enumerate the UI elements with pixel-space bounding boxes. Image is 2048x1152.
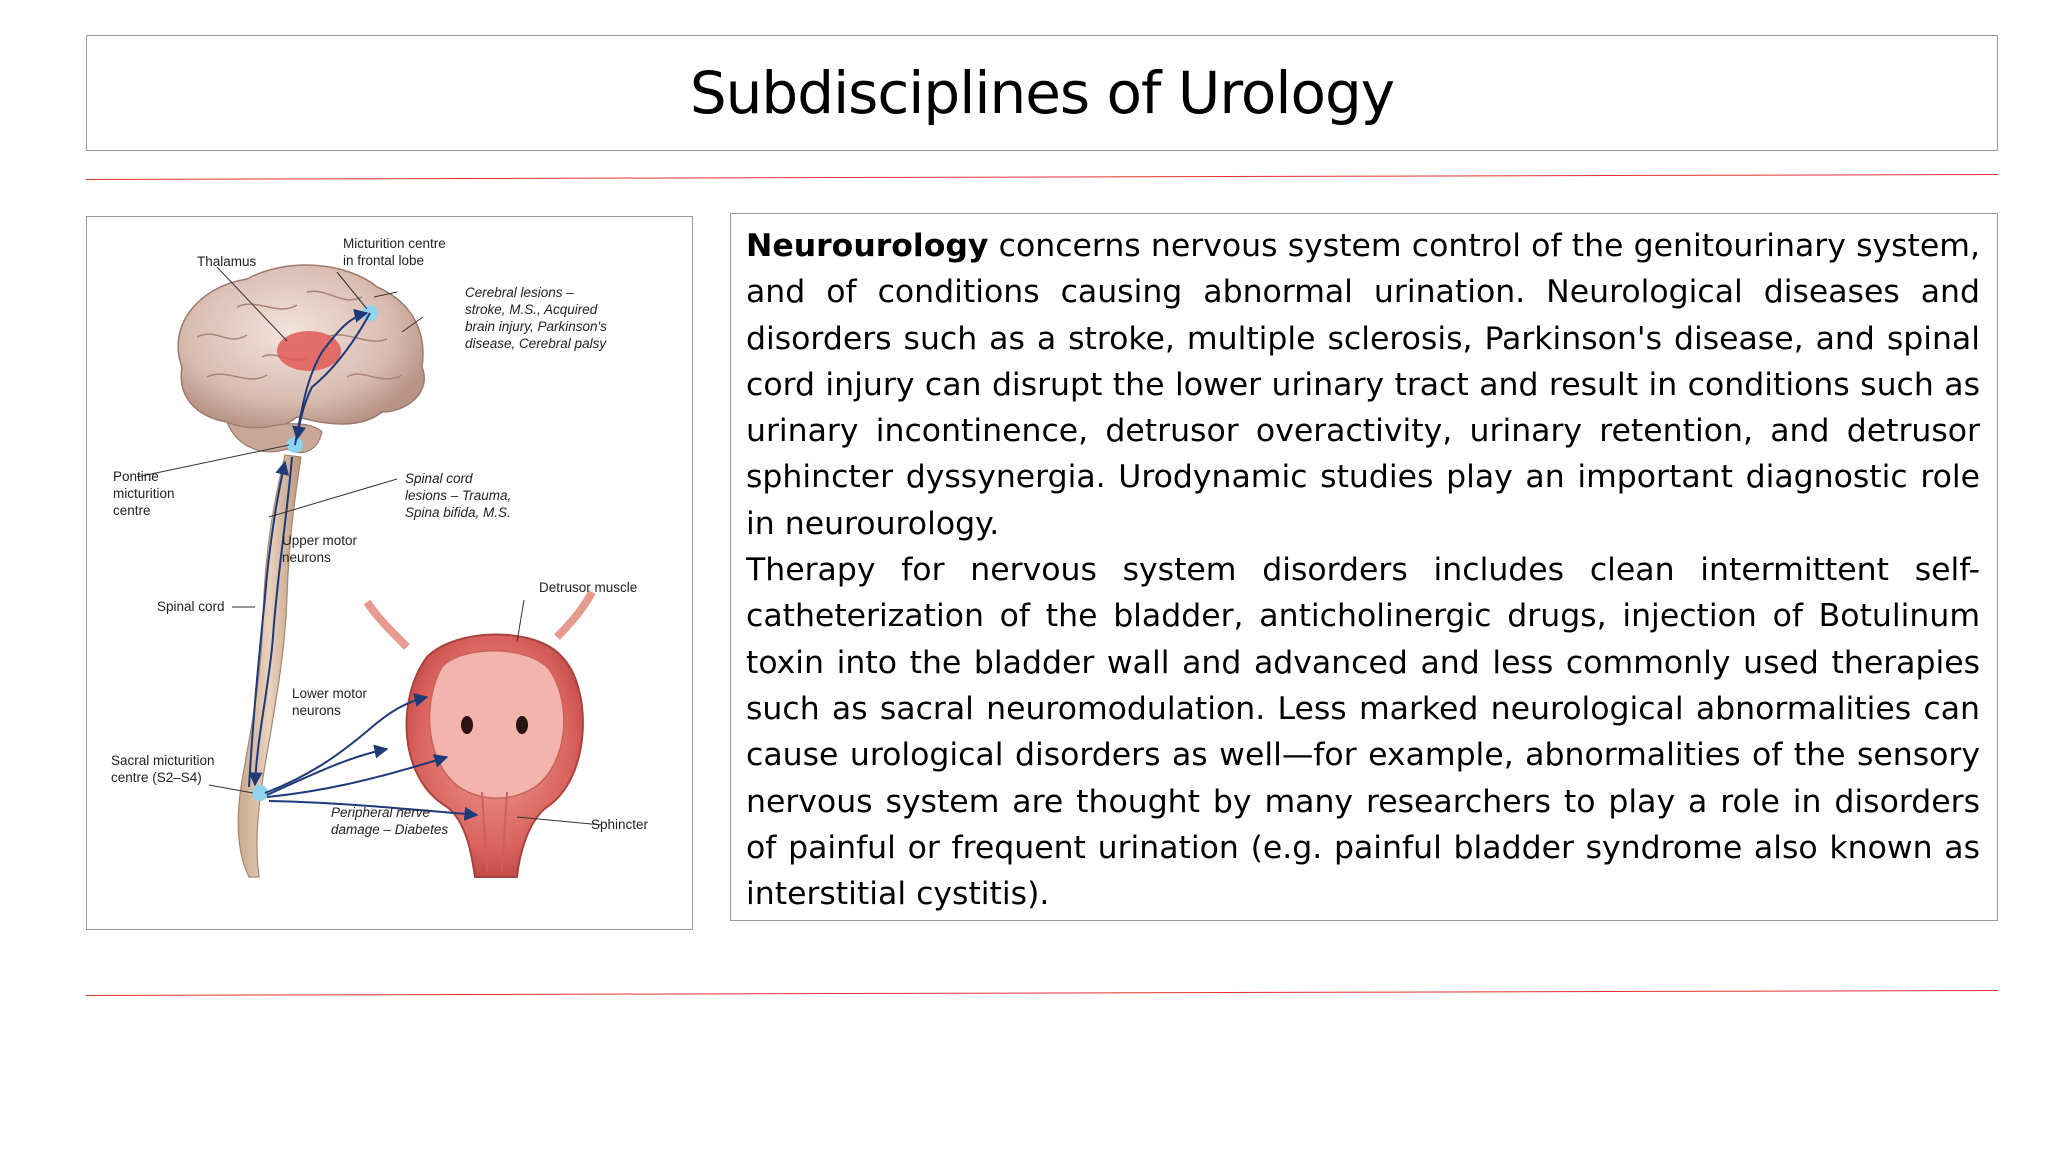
label-cerebral-1: Cerebral lesions – [465,285,574,300]
term-neurourology: Neurourology [746,228,989,264]
label-peripheral-2: damage – Diabetes [331,822,449,837]
bottom-divider [86,990,1998,996]
label-pontine-3: centre [113,503,151,518]
brain-illustration [178,265,424,453]
micturition-pathway-diagram [87,217,692,929]
paragraph-neurourology [746,223,1980,547]
neurourology-text-box [730,213,1998,921]
label-pontine-1: Pontine [113,469,159,484]
label-pontine-2: micturition [113,486,175,501]
label-lower-motor-2: neurons [292,703,341,718]
label-spinal-lesion-2: lesions – Trauma, [405,488,512,503]
label-upper-motor-2: neurons [282,550,331,565]
label-sacral-1: Sacral micturition [111,753,215,768]
label-micturition-frontal-1: Micturition centre [343,236,446,251]
label-upper-motor-1: Upper motor [282,533,358,548]
label-cerebral-2: stroke, M.S., Acquired [465,302,598,317]
label-spinal-cord: Spinal cord [157,599,225,614]
top-divider [86,174,1998,180]
label-cerebral-3: brain injury, Parkinson's [465,319,607,334]
thalamus-region [277,331,341,371]
title-box [86,35,1998,151]
label-micturition-frontal-2: in frontal lobe [343,253,425,268]
label-lower-motor-1: Lower motor [292,686,368,701]
neurourology-figure [86,216,693,930]
paragraph-therapy: Therapy for nervous system disorders includes clean intermittent self-catheterization of the bladder, anticholinergic drugs, injection of Botulinum toxin into the bladder wall and advanced and less commonly used therapies such as sacral neuromodulation. Less marked neurological abnormalities can cause urological disorders as well—for example, abnormalities of the sensory nervous system are thought by many researchers to play a role in disorders of painful or frequent urination (e.g. painful bladder syndrome also known as interstitial cystitis). [746,552,1980,913]
label-peripheral-1: Peripheral nerve [331,805,431,820]
paragraph-neurourology-text: concerns nervous system control of the genitourinary system, and of conditions causing abnormal urination. Neurological diseases and disorders such as a stroke, multiple sclerosis, Parkinson's disease, and spinal cord injury can disrupt the lower urinary tract and result in conditions such as urinary incontinence, detrusor overactivity, urinary retention, and detrusor sphincter dyssynergia. Urodynamic studies play an important diagnostic role in neurourology. [746,228,1980,542]
slide-title: Subdisciplines of Urology [689,59,1395,127]
label-sacral-2: centre (S2–S4) [111,770,202,785]
label-spinal-lesion-3: Spina bifida, M.S. [405,505,511,520]
label-spinal-lesion-1: Spinal cord [405,471,473,486]
label-sphincter: Sphincter [591,817,649,832]
label-detrusor: Detrusor muscle [539,580,638,595]
label-thalamus: Thalamus [197,254,257,269]
label-cerebral-4: disease, Cerebral palsy [465,336,607,351]
